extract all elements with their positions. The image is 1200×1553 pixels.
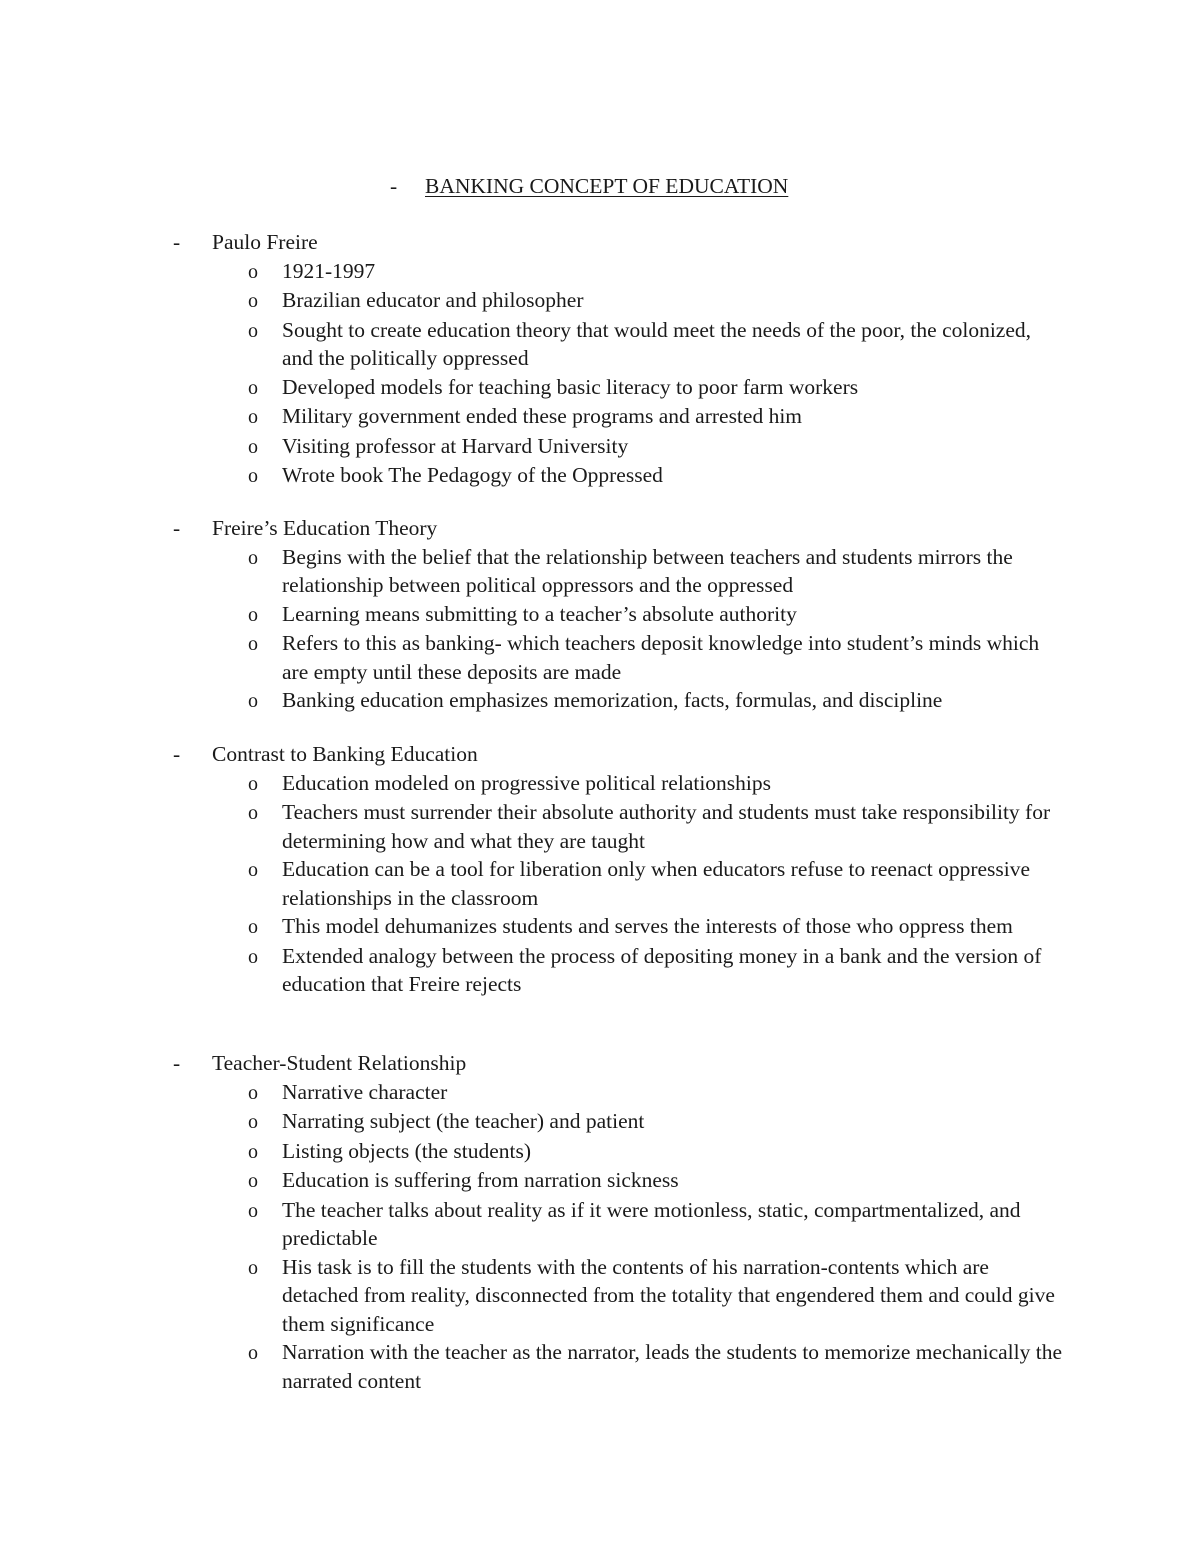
bullet-text: His task is to fill the students with the contents of his narration-contents which are detached from reality, disconnected from the totality that engendered them and could give them significance [282,1254,1055,1336]
list-item [173,373,1093,403]
list-item [173,1078,1093,1108]
bullet-text: Narrating subject (the teacher) and patient [282,1109,645,1133]
bullet-marker: o [248,260,258,283]
list-item [173,461,1093,491]
section-dash: - [173,1051,181,1075]
bullet-text: 1921-1997 [282,258,376,283]
bullet-list [173,1078,1093,1396]
bullet-list [173,257,1093,491]
section-heading [173,1049,1093,1078]
bullet-text: Refers to this as banking- which teachers deposit knowledge into student’s minds which are empty until these deposits are made [282,631,1040,684]
bullet-text: Brazilian educator and philosopher [282,288,584,312]
section-freire-education-theory [173,514,1093,716]
bullet-text: Education modeled on progressive political relationships [282,770,772,795]
bullet-text: Education can be a tool for liberation only when educators refuse to reenact oppressive relationships in the classroom [282,857,1031,910]
list-item [173,1166,1093,1196]
bullet-marker: o [248,772,258,795]
bullet-marker: o [248,290,258,312]
bullet-marker: o [248,1170,258,1192]
bullet-marker: o [248,945,258,968]
section-heading [173,228,1093,257]
list-item [173,629,1093,686]
bullet-marker: o [248,1111,258,1133]
list-item [173,257,1093,287]
bullet-marker: o [248,690,258,712]
bullet-marker: o [248,859,258,881]
bullet-marker: o [248,1342,258,1364]
bullet-marker: o [248,603,258,626]
title-text: BANKING CONCEPT OF EDUCATION [425,174,789,198]
bullet-marker: o [248,1256,258,1279]
list-item [173,1196,1093,1253]
bullet-text: Narrative character [282,1079,448,1104]
list-item [173,798,1093,855]
section-heading-text: Freire’s Education Theory [212,516,438,540]
list-item [173,1137,1093,1167]
bullet-marker: o [248,1081,258,1104]
list-item [173,912,1093,942]
section-paulo-freire [173,228,1093,491]
bullet-text: This model dehumanizes students and serves the interests of those who oppress them [282,914,1013,938]
bullet-text: Extended analogy between the process of depositing money in a bank and the version of education that Freire rejects [282,943,1042,996]
section-contrast-to-banking [173,740,1093,999]
list-item [173,286,1093,316]
bullet-text: Banking education emphasizes memorization, facts, formulas, and discipline [282,688,943,712]
bullet-list [173,769,1093,999]
list-item [173,1338,1093,1395]
bullet-text: Sought to create education theory that would meet the needs of the poor, the colonized, and the politically oppressed [282,317,1032,370]
section-heading-text: Contrast to Banking Education [212,742,478,766]
bullet-marker: o [248,435,258,458]
list-item [173,1253,1093,1339]
bullet-marker: o [248,319,258,342]
bullet-text: Learning means submitting to a teacher’s absolute authority [282,601,797,626]
bullet-text: Developed models for teaching basic literacy to poor farm workers [282,374,859,399]
bullet-text: Visiting professor at Harvard University [282,433,629,458]
bullet-text: Wrote book The Pedagogy of the Oppressed [282,463,663,487]
list-item [173,942,1093,999]
bullet-marker: o [248,802,258,824]
list-item [173,543,1093,600]
bullet-text: Teachers must surrender their absolute authority and students must take responsibility for determining how and what they are taught [282,800,1051,853]
section-dash: - [173,230,181,254]
bullet-text: Begins with the belief that the relationship between teachers and students mirrors the relationship between political oppressors and the oppressed [282,544,1013,597]
bullet-marker: o [248,633,258,655]
bullet-text: Education is suffering from narration sickness [282,1168,679,1192]
bullet-marker: o [248,1199,258,1222]
bullet-marker: o [248,376,258,399]
list-item [173,600,1093,630]
list-item [173,432,1093,462]
list-item [173,686,1093,716]
title-dash: - [390,174,398,198]
bullet-marker: o [248,465,258,487]
list-item [173,1107,1093,1137]
section-heading-text: Teacher-Student Relationship [212,1051,467,1075]
list-item [173,855,1093,912]
section-heading-text: Paulo Freire [212,230,318,254]
document-title [390,172,788,200]
bullet-text: Listing objects (the students) [282,1138,532,1163]
list-item [173,402,1093,432]
bullet-marker: o [248,1140,258,1163]
bullet-marker: o [248,916,258,938]
bullet-text: The teacher talks about reality as if it were motionless, static, compartmentalized, and predictable [282,1197,1021,1250]
section-teacher-student-relationship [173,1049,1093,1395]
section-dash: - [173,742,181,766]
bullet-list [173,543,1093,716]
section-heading [173,740,1093,769]
section-dash: - [173,516,181,540]
list-item [173,316,1093,373]
bullet-text: Narration with the teacher as the narrator, leads the students to memorize mechanically the narrated content [282,1340,1062,1393]
section-heading [173,514,1093,543]
bullet-text: Military government ended these programs and arrested him [282,404,803,428]
bullet-marker: o [248,406,258,428]
bullet-marker: o [248,546,258,569]
list-item [173,769,1093,799]
